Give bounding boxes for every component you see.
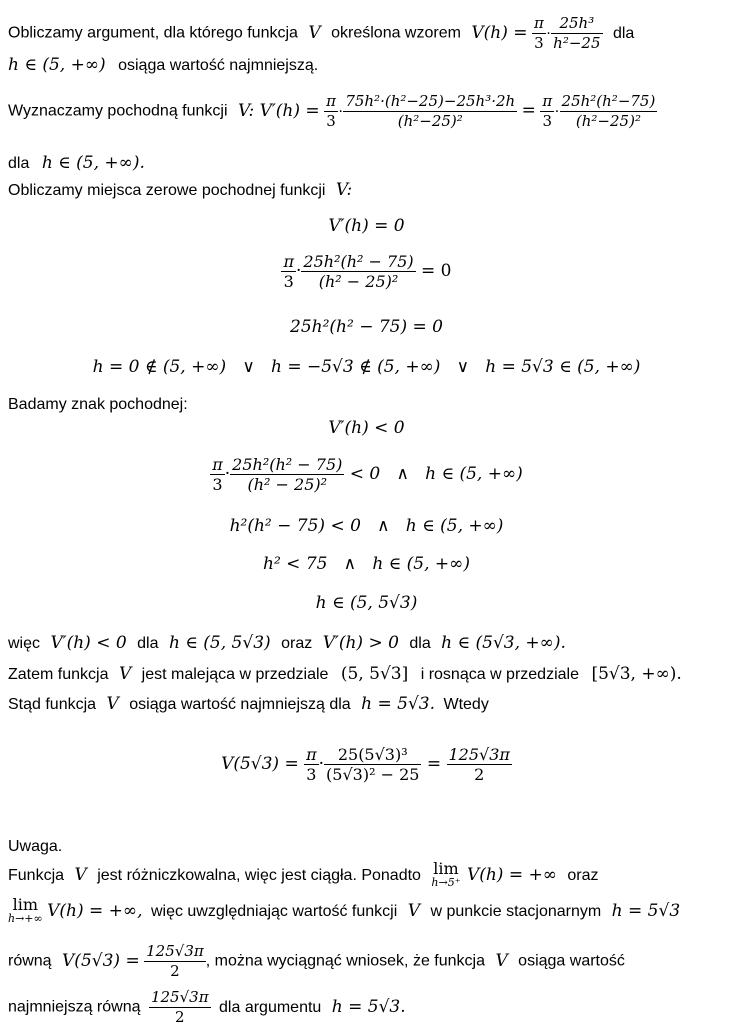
equation-5: V′(h) < 0	[328, 418, 405, 438]
equation-1: V′(h) = 0	[328, 216, 405, 236]
equation-3: 25h²(h² − 75) = 0	[290, 317, 443, 337]
equation-6: $\frac{\pi}{3}$ · $\frac{\text{25h²(h² − 75)}}{\text{(h² − 25)²}}$ < 0 ∧ h ∈ (5, +∞)	[212, 455, 523, 494]
note-title: Uwaga.	[8, 838, 63, 855]
math-var: V:	[335, 180, 353, 200]
fraction: $\frac{\text{25(5√3)³}}{\text{(5√3)² − 25}}$	[326, 745, 420, 784]
line-9: Stąd funkcja V osiąga wartość najmniejszą dla h = 5√3. Wtedy	[8, 694, 489, 714]
text: dla	[612, 24, 635, 42]
fraction: $\frac{\text{25h²(h² − 75)}}{\text{(h² − 25)²}}$	[232, 455, 343, 494]
fraction: $\frac{\text{25h²(h²−75)}}{\text{(h²−25)²}}$	[561, 92, 656, 130]
fraction: $\frac{\pi}{3}$	[542, 92, 553, 130]
fraction: $\frac{\text{25h³}}{\text{h²−25}}$	[553, 14, 601, 52]
line-8: Zatem funkcja V jest malejąca w przedziale (5, 5√3] i rosnąca w przedziale [5√3, +∞).	[8, 664, 682, 684]
text: określona wzorem	[331, 24, 461, 42]
fraction: $\frac{125√3\pi}{2}$	[150, 988, 209, 1026]
math: V: V′(h) =	[237, 100, 320, 121]
math: V(h) =	[471, 22, 528, 43]
math-domain: h ∈ (5, +∞)	[8, 55, 106, 75]
fraction: $\frac{\pi}{3}$	[283, 252, 294, 291]
limit: lim h→+∞	[8, 895, 43, 925]
fraction: $\frac{\pi}{3}$	[212, 455, 223, 494]
note-line-2: lim h→+∞ V(h) = +∞, więc uwzględniając wartość funkcji V w punkcie stacjonarnym h = 5√3	[8, 895, 681, 925]
text: dla	[8, 155, 30, 172]
text: osiąga wartość najmniejszą.	[118, 57, 319, 74]
text: Obliczamy argument, dla którego funkcja	[8, 24, 298, 42]
line-5	[8, 180, 352, 201]
line-7: więc V′(h) < 0 dla h ∈ (5, 5√3) oraz V′(h) > 0 dla h ∈ (5√3, +∞).	[8, 633, 566, 653]
limit: lim h→5⁺	[431, 859, 461, 889]
note-line-1: Funkcja V jest różniczkowalna, więc jest ciągła. Ponadto lim h→5⁺ V(h) = +∞ oraz	[8, 859, 599, 889]
fraction: $\frac{\text{25h²(h² − 75)}}{\text{(h² − 25)²}}$	[303, 252, 414, 291]
equation-7: h²(h² − 75) < 0 ∧ h ∈ (5, +∞)	[229, 516, 504, 536]
text: Obliczamy miejsca zerowe pochodnej funkcji	[8, 182, 326, 199]
line-6: Badamy znak pochodnej:	[8, 396, 188, 413]
line-1: Obliczamy argument, dla którego funkcja V określona wzorem V(h) = $\frac{\pi}{3}$ · $\frac{\text{25h³}}{\text{h²−25}}$ dla	[8, 14, 635, 52]
note-line-3: równą V(5√3) = $\frac{125√3\pi}{2}$ , można wyciągnąć wniosek, że funkcja V osiąga wartość	[8, 942, 625, 980]
equation-10: V(5√3) = $\frac{\pi}{3}$ · $\frac{\text{25(5√3)³}}{\text{(5√3)² − 25}}$ = $\frac{125√3\pi}{2}$	[221, 745, 510, 784]
line-2	[8, 55, 318, 76]
note-line-4: najmniejszą równą $\frac{125√3\pi}{2}$ dla argumentu h = 5√3.	[8, 988, 406, 1026]
text: Wyznaczamy pochodną funkcji	[8, 102, 228, 120]
math-domain: h ∈ (5, +∞).	[41, 153, 145, 173]
line-3: Wyznaczamy pochodną funkcji V: V′(h) = $\frac{\pi}{3}$ · $\frac{\text{75h²·(h²−25)−25h³·2h}}{\text{(h²−25)²}}$ = $\frac{\pi}{3}$ · $\frac{\text{25h²(h²−75)}}{\text{(h²−25)²}}$	[8, 92, 656, 130]
line-4	[8, 153, 145, 174]
fraction: $\frac{\pi}{3}$	[326, 92, 336, 130]
math-var: V	[308, 22, 321, 43]
equation-9: h ∈ (5, 5√3)	[315, 593, 418, 613]
equation-8: h² < 75 ∧ h ∈ (5, +∞)	[263, 554, 470, 574]
fraction: $\frac{\text{75h²·(h²−25)−25h³·2h}}{\text{(h²−25)²}}$	[345, 92, 516, 130]
equation-2: $\frac{\pi}{3}$ · $\frac{\text{25h²(h² − 75)}}{\text{(h² − 25)²}}$ = 0	[283, 252, 452, 291]
fraction: $\frac{\pi}{3}$	[306, 745, 317, 784]
fraction: $\frac{125√3\pi}{2}$	[146, 942, 204, 980]
fraction: $\frac{125√3\pi}{2}$	[448, 745, 510, 784]
fraction: $\frac{\pi}{3}$	[533, 14, 544, 52]
equation-4: h = 0 ∉ (5, +∞) ∨ h = −5√3 ∉ (5, +∞) ∨ h = 5√3 ∈ (5, +∞)	[92, 357, 641, 377]
